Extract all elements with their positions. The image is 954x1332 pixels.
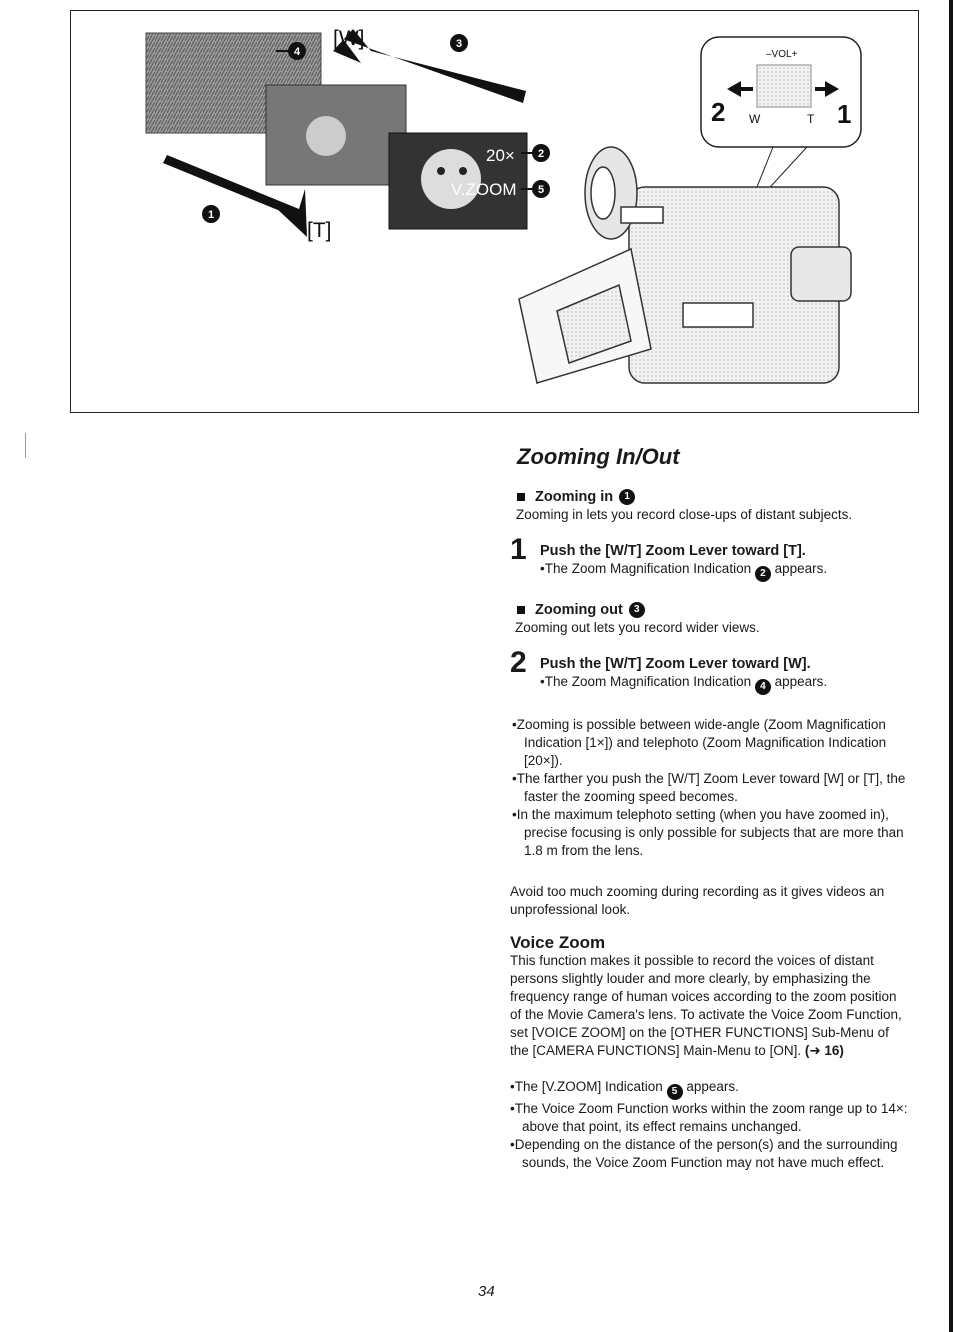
marker-4-icon: 4: [755, 679, 771, 695]
svg-text:5: 5: [537, 184, 545, 196]
zoom-out-block: [510, 601, 920, 637]
page-reference: (➜ 16): [804, 1043, 844, 1058]
note-item: •The [V.ZOOM] Indication 5 appears.: [510, 1078, 910, 1100]
camcorder: [519, 147, 851, 383]
square-bullet-icon: [517, 493, 525, 501]
square-bullet-icon: [517, 606, 525, 614]
voice-zoom-block: [510, 934, 910, 1172]
step-instruction: Push the [W/T] Zoom Lever toward [W].: [540, 656, 811, 672]
screen-vzoom-readout: V.ZOOM: [451, 180, 517, 199]
zoom-out-heading: Zooming out 3: [517, 601, 920, 619]
illustration-svg: [71, 11, 920, 414]
screen-zoom-readout: 20×: [486, 146, 515, 165]
marker-2-icon: 2: [755, 566, 771, 582]
zoom-out-step: [510, 646, 920, 695]
zoom-in-desc: Zooming in lets you record close-ups of distant subjects.: [516, 507, 853, 522]
label-w: [W]: [333, 27, 365, 50]
note-item: •Zooming is possible between wide-angle (Zoom Magnification Indication [1×]) and telephoto (Zoom Magnification Indication [20×]).: [512, 717, 887, 768]
zoom-notes: [512, 716, 907, 860]
voice-zoom-title: Voice Zoom: [510, 933, 606, 952]
zoom-out-desc: Zooming out lets you record wider views.: [515, 620, 760, 635]
svg-text:1: 1: [207, 209, 215, 221]
lever-step-1: 1: [837, 99, 852, 129]
zoom-in-block: [510, 488, 920, 524]
advice-text: Avoid too much zooming during recording as it gives videos an unprofessional look.: [510, 884, 885, 917]
margin-mark: [25, 433, 26, 458]
step-instruction: Push the [W/T] Zoom Lever toward [T].: [540, 543, 806, 559]
label-t: [T]: [307, 219, 332, 242]
note-item: •In the maximum telephoto setting (when you have zoomed in), precise focusing is only possible for subjects that are more than 1.8 m from the lens.: [512, 807, 904, 858]
cheetah-mid: [306, 116, 346, 156]
note-item: •The Voice Zoom Function works within the zoom range up to 14×: above that point, its effect remains unchanged.: [510, 1101, 908, 1134]
voice-zoom-notes: [510, 1078, 910, 1172]
marker-3-icon: 3: [629, 602, 645, 618]
step-note: •The Zoom Magnification Indication 4 appears.: [540, 673, 827, 695]
step-note: •The Zoom Magnification Indication 2 appears.: [540, 560, 827, 582]
marker-1-icon: 1: [619, 489, 635, 505]
svg-text:2: 2: [537, 148, 545, 160]
lever-vol-label: –VOL+: [766, 49, 798, 60]
cheetah-close: [421, 149, 481, 209]
step-number: 2: [510, 646, 527, 679]
step-number: 1: [510, 533, 527, 566]
section-title: Zooming In/Out: [517, 444, 680, 469]
page-edge-rule: [949, 0, 953, 1332]
page-number: 34: [478, 1283, 495, 1300]
svg-text:4: 4: [293, 46, 301, 58]
zoom-lever: [757, 65, 811, 107]
zoom-illustration: [70, 10, 919, 413]
note-item: •Depending on the distance of the person(s) and the surrounding sounds, the Voice Zoom Function may not have much effect.: [510, 1137, 898, 1170]
lever-step-2: 2: [711, 97, 726, 127]
voice-zoom-body: This function makes it possible to record the voices of distant persons slightly louder and more clearly, by emphasizing the frequency range of human voices according to the zoom position of the Movie Camera's lens. To activate the Voice Zoom Function, set [VOICE ZOOM] on the [OTHER FUNCTIONS] Sub-Menu of the [CAMERA FUNCTIONS] Main-Menu to [ON]. (➜ 16): [510, 953, 902, 1058]
note-item: •The farther you push the [W/T] Zoom Lever toward [W] or [T], the faster the zooming speed becomes.: [512, 771, 906, 804]
marker-5-icon: 5: [667, 1084, 683, 1100]
zoom-in-heading: Zooming in 1: [517, 488, 920, 506]
lever-w: W: [749, 112, 761, 126]
lever-t: T: [807, 112, 815, 126]
svg-text:3: 3: [455, 38, 463, 50]
zoom-in-step: [510, 533, 920, 582]
